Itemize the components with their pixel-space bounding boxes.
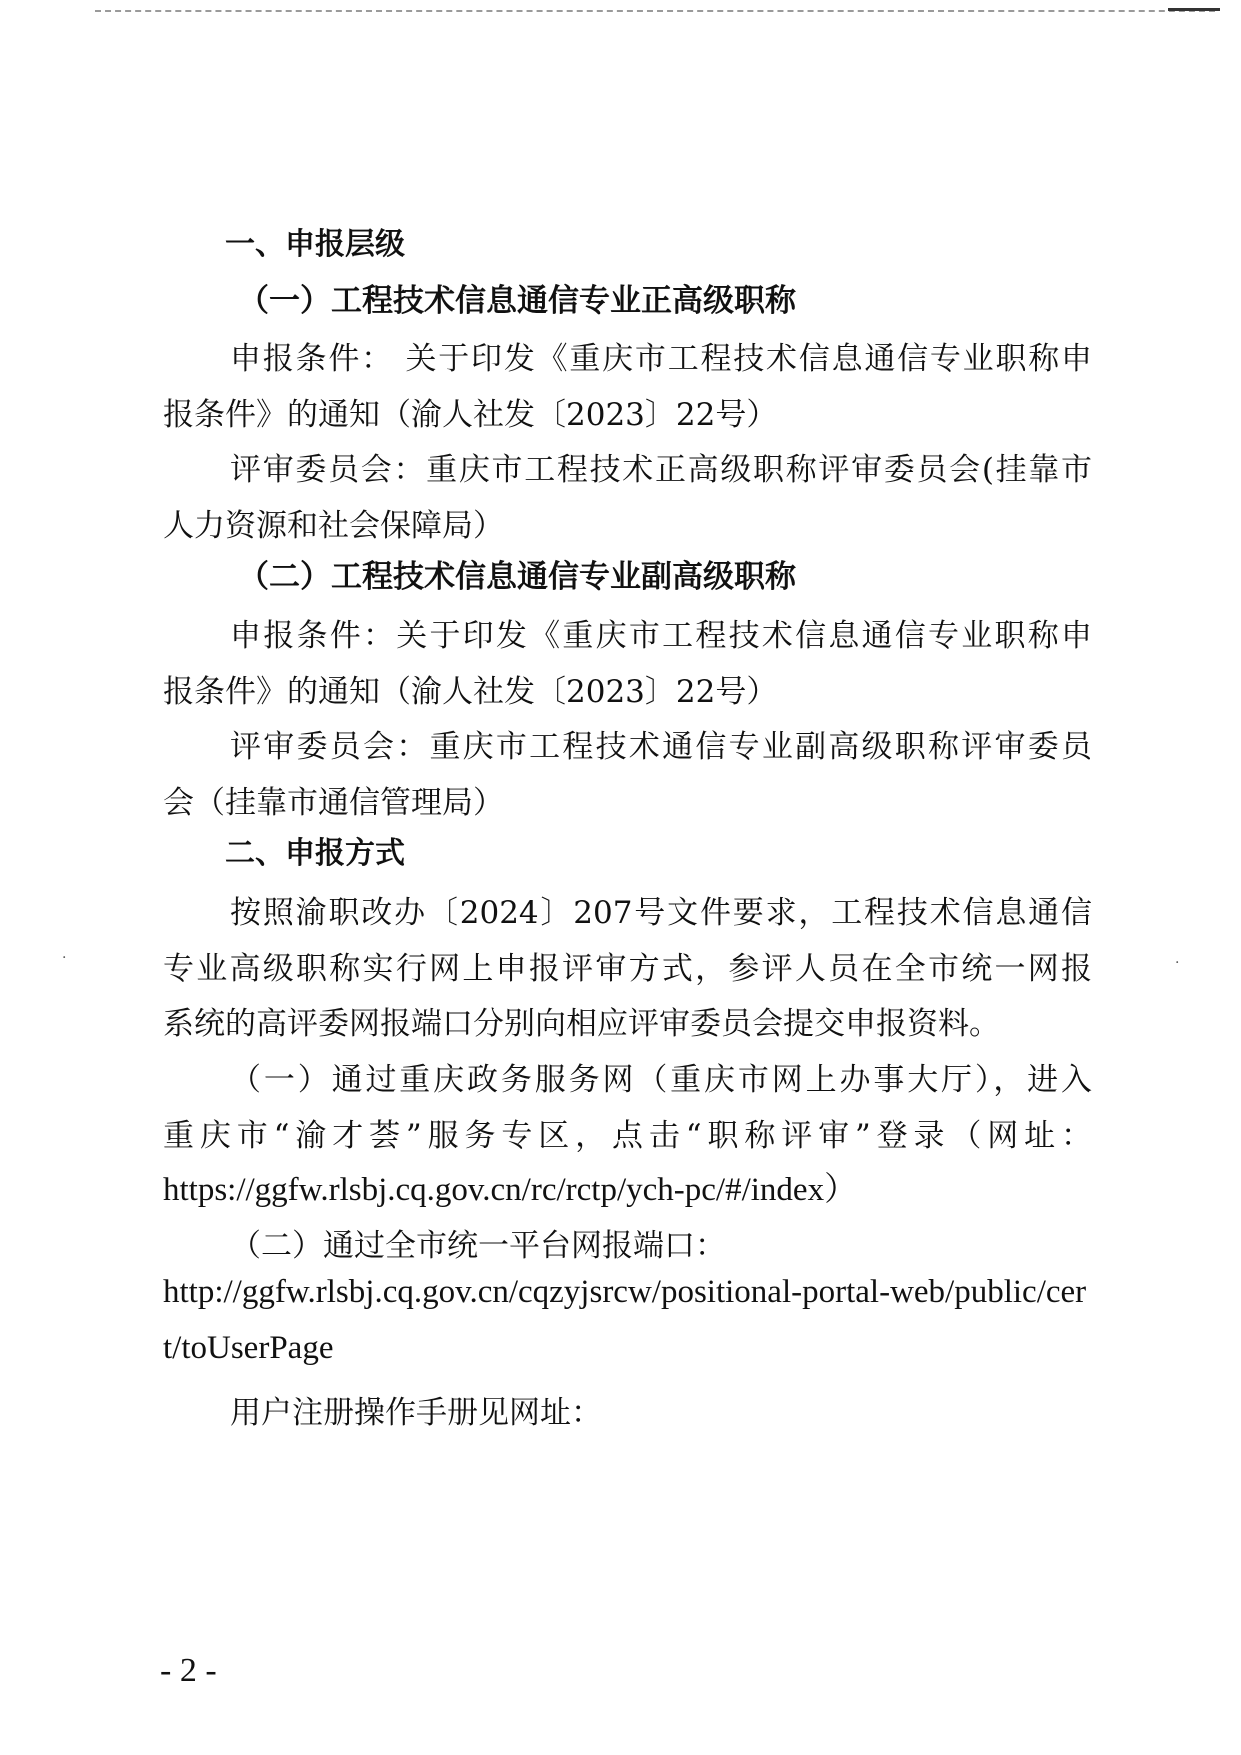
- paragraph-line: 按照渝职改办〔2024〕207号文件要求，工程技术信息通信: [230, 895, 1092, 931]
- subheading-senior-professor: （一）工程技术信息通信专业正高级职称: [238, 283, 796, 319]
- section-heading-1: 一、申报层级: [225, 227, 405, 262]
- header-rule: [95, 10, 1215, 12]
- paragraph-line: 会（挂靠市通信管理局）: [163, 785, 504, 821]
- url-link-continued[interactable]: t/toUserPage: [163, 1330, 334, 1366]
- paragraph-line: 系统的高评委网报端口分别向相应评审委员会提交申报资料。: [163, 1006, 1000, 1042]
- url-link[interactable]: https://ggfw.rlsbj.cq.gov.cn/rc/rctp/ych-pc/#/index）: [163, 1172, 858, 1208]
- paragraph-line: 报条件》的通知（渝人社发〔2023〕22号）: [163, 397, 778, 433]
- section-heading-2: 二、申报方式: [225, 836, 405, 871]
- paragraph-line: （一）通过重庆政务服务网（重庆市网上办事大厅），进入: [230, 1062, 1092, 1098]
- header-rule-mark: [1168, 8, 1220, 11]
- paragraph-line: 报条件》的通知（渝人社发〔2023〕22号）: [163, 674, 778, 710]
- paragraph-line: 专业高级职称实行网上申报评审方式，参评人员在全市统一网报: [163, 951, 1092, 987]
- paragraph-line: 评审委员会：重庆市工程技术正高级职称评审委员会(挂靠市: [230, 452, 1092, 488]
- paragraph-line: （二）通过全市统一平台网报端口：: [230, 1228, 726, 1264]
- subheading-associate-professor: （二）工程技术信息通信专业副高级职称: [238, 559, 796, 595]
- scan-speck: ·: [1175, 955, 1180, 971]
- paragraph-line: 评审委员会：重庆市工程技术通信专业副高级职称评审委员: [230, 729, 1092, 765]
- paragraph-line: 人力资源和社会保障局）: [163, 508, 504, 544]
- scan-speck: ·: [62, 950, 67, 966]
- page-number: - 2 -: [160, 1652, 217, 1689]
- paragraph-line: 申报条件：关于印发《重庆市工程技术信息通信专业职称申: [230, 618, 1092, 654]
- paragraph-line: 用户注册操作手册见网址：: [230, 1395, 602, 1431]
- url-link[interactable]: http://ggfw.rlsbj.cq.gov.cn/cqzyjsrcw/positional-portal-web/public/cer: [163, 1274, 1087, 1310]
- paragraph-line: 申报条件： 关于印发《重庆市工程技术信息通信专业职称申: [230, 341, 1092, 377]
- paragraph-line: 重庆市“渝才荟”服务专区，点击“职称评审”登录（网址：: [163, 1118, 1092, 1154]
